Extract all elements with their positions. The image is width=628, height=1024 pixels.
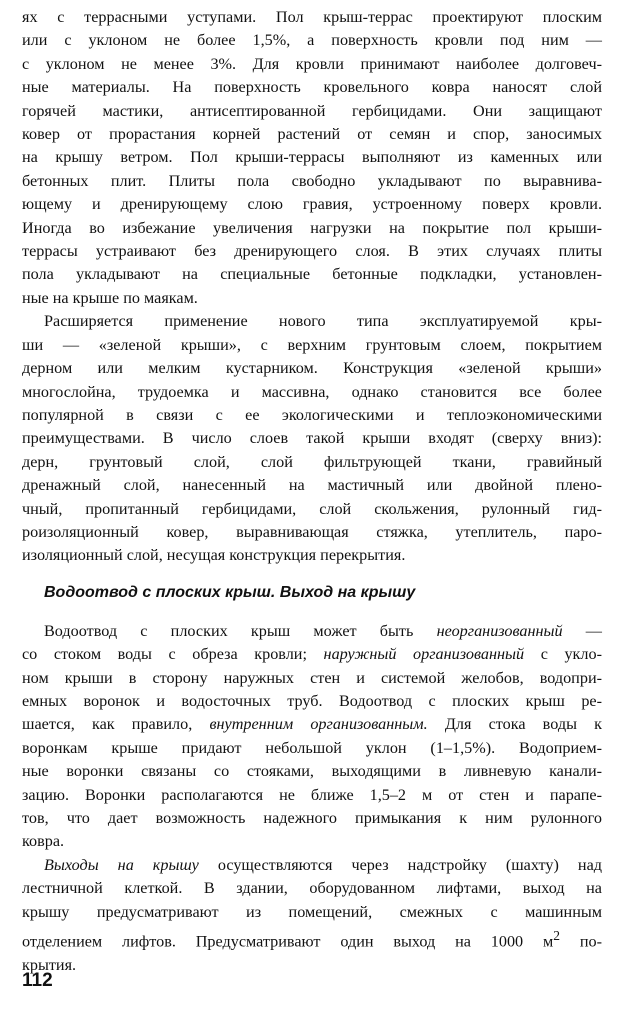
text-line: ши — «зеленой крыши», с верхним грунтовым слоем, покрытием xyxy=(22,335,602,354)
text-line: крышу предусматривают из помещений, смежных с машинным xyxy=(22,902,602,921)
section-heading: Водоотвод с плоских крыш. Выход на крышу xyxy=(44,583,416,601)
text-line: крытия. xyxy=(22,955,77,974)
text-line: дерн, грунтовый слой, слой фильтрующей ткани, гравийный xyxy=(22,452,602,471)
text-line: Водоотвод с плоских крыш может быть неорганизованный — xyxy=(44,621,602,640)
text-line: Иногда во избежание увеличения нагрузки на покрытие пол крыши- xyxy=(22,218,602,237)
text-line: шается, как правило, внутренним организованным. Для стока воды к xyxy=(22,715,602,734)
text-line: Выходы на крышу осуществляются через надстройку (шахту) над xyxy=(44,855,602,874)
text-line: ковер от прорастания корней растений от семян и спор, заносимых xyxy=(22,125,602,144)
text-line: горячей мастики, антисептированной гербицидами. Они защищают xyxy=(22,101,602,120)
text-line: воронкам крыше придают небольшой уклон (1–1,5%). Водоприем- xyxy=(22,738,602,757)
text-line: со стоком воды с обреза кровли; наружный организованный с укло- xyxy=(22,645,602,664)
text-line: Расширяется применение нового типа эксплуатируемой кры- xyxy=(44,312,602,331)
text-line: ях с террасными уступами. Пол крыш-террас проектируют плоским xyxy=(22,8,602,26)
paragraph-drainage xyxy=(22,620,602,854)
text-line: лестничной клеткой. В здании, оборудованном лифтами, выход на xyxy=(22,879,602,898)
page-number: 112 xyxy=(22,970,53,991)
text-line: тов, что дает возможность надежного примыкания к ним рулонного xyxy=(22,809,602,827)
text-line: изоляционный слой, несущая конструкция перекрытия. xyxy=(22,546,406,565)
term-roof-exits: Выходы на крышу xyxy=(44,855,199,874)
term-unorganized: неорганизованный xyxy=(436,621,563,640)
text-line: популярной в связи с ее экологическими и теплоэкономическими xyxy=(22,405,602,424)
paragraph-flat-roof-terraces xyxy=(22,6,602,310)
text-line: или с уклоном не более 1,5%, а поверхность кровли под ним — xyxy=(22,31,602,50)
text-line: террасы устраивают без дренирующего слоя. В этих случаях плиты xyxy=(22,242,602,261)
text-line: ковра. xyxy=(22,832,65,851)
text-line: ные воронки связаны со стояками, выходящими в ливневую канали- xyxy=(22,762,602,781)
text-line: отделением лифтов. Предусматривают один выход на 1000 $м^2$ по- xyxy=(22,928,602,951)
paragraph-roof-exits xyxy=(22,854,602,977)
text-line: роизоляционный ковер, выравнивающая стяжка, утеплитель, паро- xyxy=(22,522,602,541)
text-line: емных воронок и водосточных труб. Водоотвод с плоских крыш ре- xyxy=(22,691,602,710)
text-line: дренажный слой, нанесенный на мастичный или двойной плено- xyxy=(22,476,602,495)
text-line: чный, пропитанный гербицидами, слой скольжения, рулонный гид- xyxy=(22,499,602,518)
text-line: на крышу ветром. Пол крыши-террасы выполняют из каменных или xyxy=(22,148,602,167)
text-line: бетонных плит. Плиты пола свободно укладывают по выравнива- xyxy=(22,171,602,190)
text-line: дерном или мелким кустарником. Конструкция «зеленой крыши» xyxy=(22,359,602,378)
text-line: преимуществами. В число слоев такой крыши входят (сверху вниз): xyxy=(22,429,602,448)
paragraph-green-roof xyxy=(22,310,602,567)
text-line: ные материалы. На поверхность кровельного ковра наносят слой xyxy=(22,78,602,97)
text-line: ном крыши в сторону наружных стен и системой желобов, водопри- xyxy=(22,668,602,687)
text-line: многослойна, трудоемка и массивна, однако становится все более xyxy=(22,382,602,401)
superscript: 2 xyxy=(553,928,560,944)
text-line: ные на крыше по маякам. xyxy=(22,288,198,307)
text-line: зацию. Воронки располагаются не ближе 1,5–2 м от стен и парапе- xyxy=(22,785,602,804)
text-line: ющему и дренирующему слою гравия, устроенному поверх кровли. xyxy=(22,195,602,214)
term-internal-organized: внутренним организованным. xyxy=(209,715,428,734)
term-external-organized: наружный организованный xyxy=(323,645,525,664)
text-line: пола укладывают на специальные бетонные подкладки, установлен- xyxy=(22,265,602,284)
text-line: с уклоном не менее 3%. Для кровли принимают наиболее долговеч- xyxy=(22,54,602,73)
